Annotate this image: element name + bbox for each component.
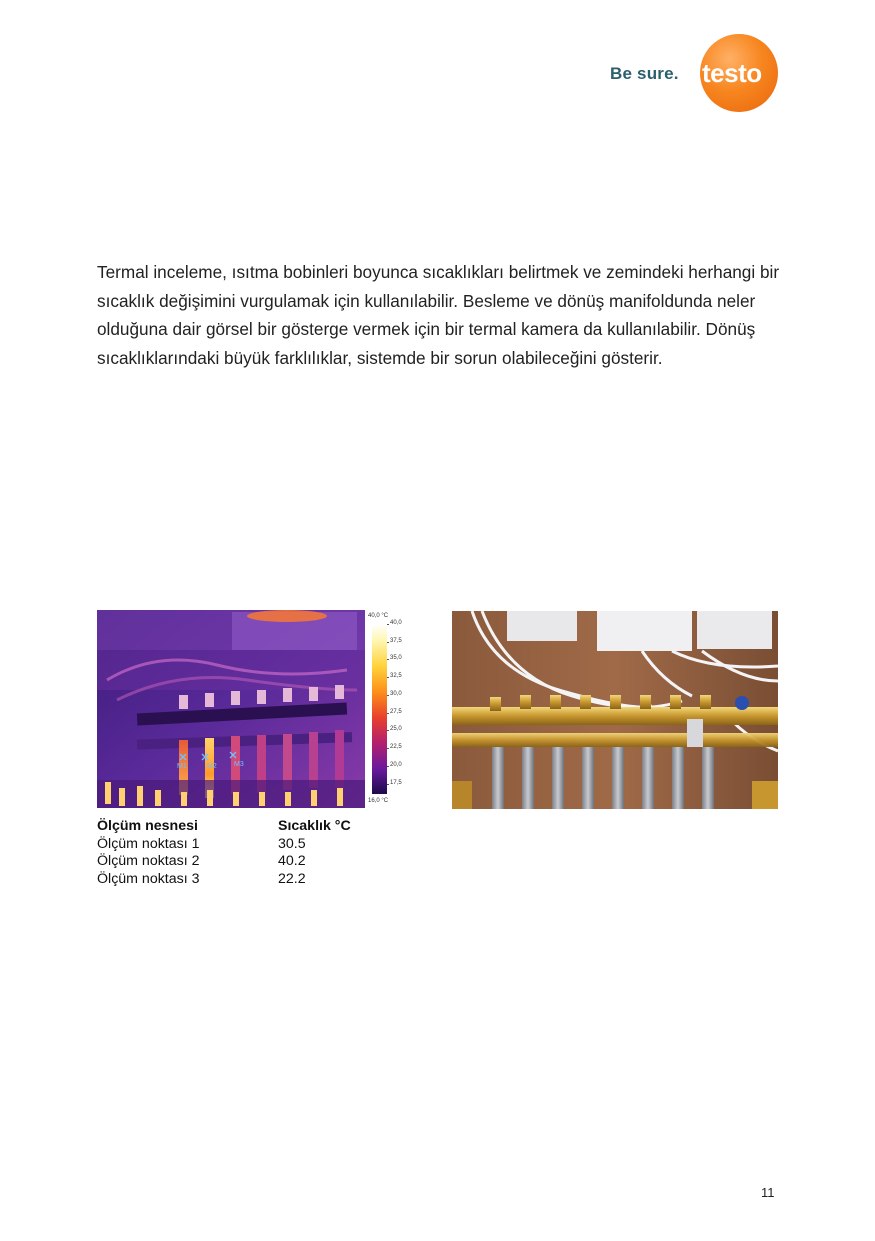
measurement-table xyxy=(97,818,398,888)
logo-tagline: Be sure. xyxy=(610,64,679,83)
row-label: Ölçüm noktası 1 xyxy=(97,835,200,852)
manifold-photo-graphic xyxy=(452,611,778,809)
thermal-image xyxy=(97,610,423,808)
testo-logo xyxy=(610,34,780,114)
row-value: 30.5 xyxy=(278,835,306,852)
scale-tick: 35,0 xyxy=(390,655,402,661)
scale-min-label: 16,0 °C xyxy=(368,798,389,804)
table-row xyxy=(97,836,398,854)
scale-tick: 30,0 xyxy=(390,691,402,697)
page-number: 11 xyxy=(761,1185,775,1200)
scale-tick: 32,5 xyxy=(390,673,402,679)
manifold-photo xyxy=(452,611,778,809)
scale-tick: 17,5 xyxy=(390,780,402,786)
table-row xyxy=(97,853,398,871)
scale-tick: 20,0 xyxy=(390,762,402,768)
logo-word: testo xyxy=(702,58,762,88)
scale-tick: 40,0 xyxy=(390,620,402,626)
table-row xyxy=(97,871,398,889)
header-object: Ölçüm nesnesi xyxy=(97,818,198,834)
scale-tick: 37,5 xyxy=(390,638,402,644)
scale-tick: 25,0 xyxy=(390,726,402,732)
scale-tick: 27,5 xyxy=(390,709,402,715)
row-value: 40.2 xyxy=(278,853,306,869)
marker-m3: M3 xyxy=(234,761,244,768)
table-header xyxy=(97,818,398,836)
thermal-manifold-graphic xyxy=(97,610,365,808)
row-value: 22.2 xyxy=(278,870,306,887)
header-temperature: Sıcaklık °C xyxy=(278,818,351,834)
scale-max-label: 40,0 °C xyxy=(368,613,389,619)
marker-m2: M2 xyxy=(207,763,217,770)
row-label: Ölçüm noktası 3 xyxy=(97,870,200,887)
row-label: Ölçüm noktası 2 xyxy=(97,853,200,869)
marker-m1: M1 xyxy=(177,763,187,770)
intro-paragraph: Termal inceleme, ısıtma bobinleri boyunca sıcaklıkları belirtmek ve zemindeki herhangi bir sıcaklık değişimini vurgulamak için kullanılabilir. Besleme ve dönüş manifoldunda neler olduğuna dair görsel bir gösterge vermek için bir termal kamera da kullanılabilir. Dönüş sıcaklıklarındaki büyük farklılıklar, sistemde bir sorun olabileceğini gösterir. xyxy=(97,262,780,369)
temperature-scale-bar xyxy=(372,624,387,794)
scale-tick: 22,5 xyxy=(390,744,402,750)
